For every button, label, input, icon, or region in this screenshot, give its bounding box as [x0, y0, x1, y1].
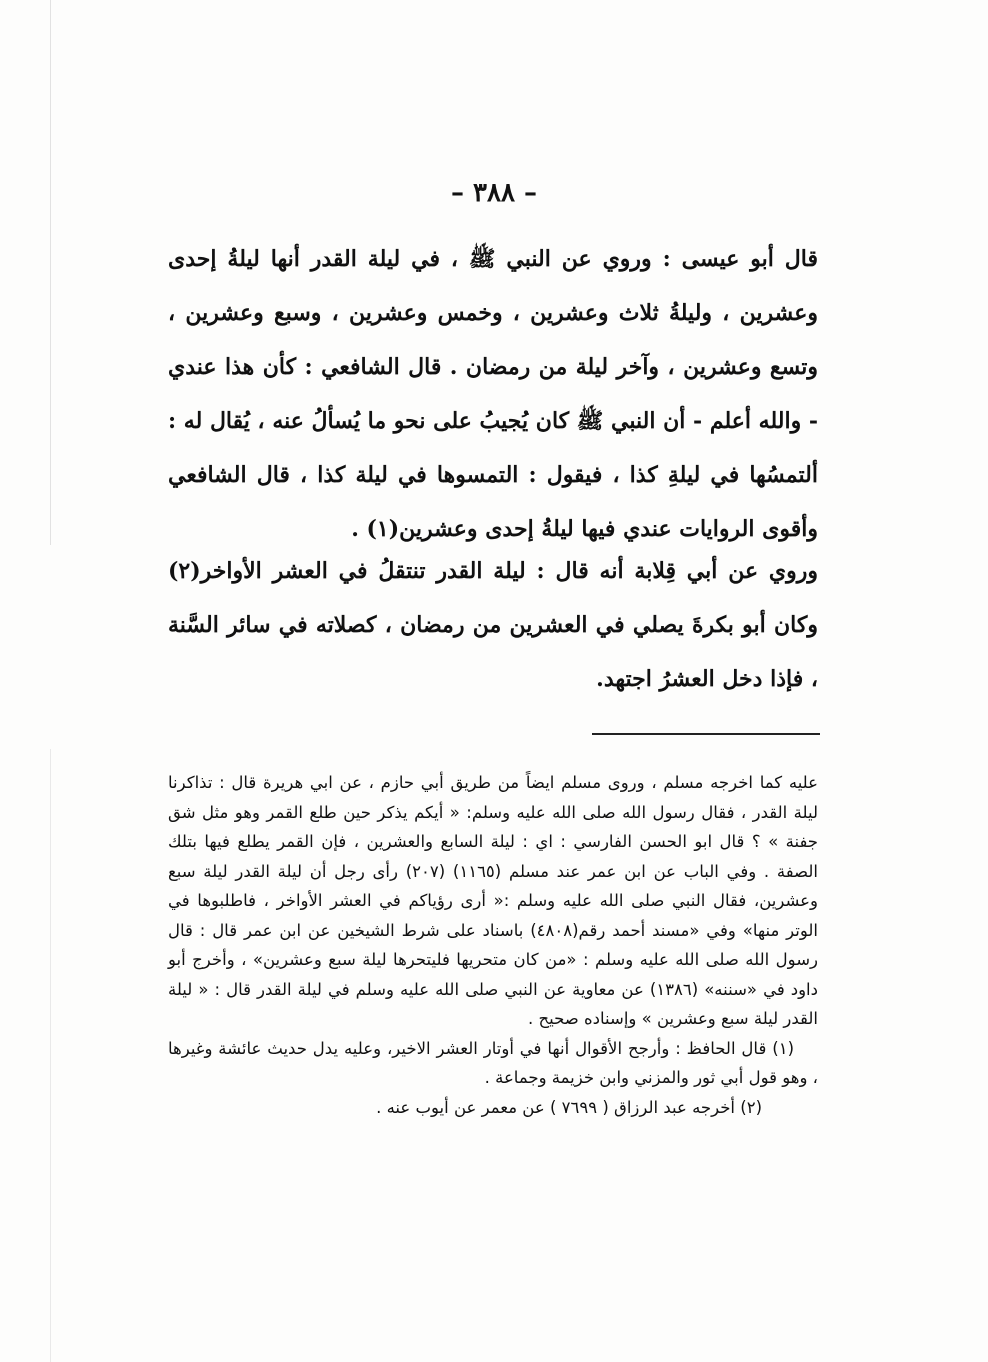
footnote-1: (١) قال الحافظ : وأرجح الأقوال أنها في أوتار العشر الاخير، وعليه يدل حديث عائشة وغيرها ، وهو قول أبي ثور والمزني وابن خزيمة وجماعة . [168, 1038, 818, 1087]
paragraph-text: وروي عن أبي قِلابة أنه قال : ليلة القدر تنتقلُ في العشر الأواخر(٢) وكان أبو بكرةَ يصلي في العشرين من رمضان ، كصلاته في سائر السَّنة ، فإذا دخل العشرُ اجتهد. [168, 558, 818, 692]
footnote-continuation: عليه كما اخرجه مسلم ، وروى مسلم ايضاً من طريق أبي حازم ، عن ابي هريرة قال : تذاكرنا ليلة القدر ، فقال رسول الله صلى الله عليه وسلم: « أيكم يذكر حين طلع القمر وهو مثل شق جفنة » ؟ قال ابو الحسن الفارسي : اي : ليلة السابع والعشرين ، فإن القمر يطلع فيها بتلك الصفة . وفي الباب عن ابن عمر عند مسلم (١١٦٥) (٢٠٧) رأى رجل أن ليلة القدر ليلة سبع وعشرين، فقال النبي صلى الله عليه وسلم :« أرى رؤياكم في العشر الأواخر ، فاطلبوها في الوتر منها» وفي «مسند أحمد رقم(٤٨٠٨) باسناد على شرط الشيخين عن ابن عمر قال : قال رسول الله صلى الله عليه وسلم : «من كان متحريها فليتحرها ليلة سبع وعشرين» ، وأخرج أبو داود في «سننه» (١٣٨٦) عن معاوية عن النبي صلى الله عليه وسلم في ليلة القدر قال : « ليلة القدر ليلة سبع وعشرين » وإسناده صحيح . [168, 773, 818, 1028]
body-paragraph-1 [168, 232, 818, 556]
body-paragraph-2 [168, 544, 818, 706]
footnotes-section [168, 768, 818, 1122]
page-number: – ٣٨٨ – [450, 178, 538, 208]
footnote-divider [592, 733, 820, 735]
paragraph-text: قال أبو عيسى : وروي عن النبي ﷺ ، في ليلة القدر أنها ليلةُ إحدى وعشرين ، وليلةُ ثلاث وعشرين ، وخمس وعشرين ، وسبع وعشرين ، وتسع وعشرين ، وآخر ليلة من رمضان . قال الشافعي : كأن هذا عندي - والله أعلم - أن النبي ﷺ كان يُجيبُ على نحو ما يُسألُ عنه ، يُقال له : ألتمسُها في ليلةِ كذا ، فيقول : التمسوها في ليلة كذا ، قال الشافعي وأقوى الروايات عندي فيها ليلةُ إحدى وعشرين(١) . [168, 246, 818, 542]
footnote-2: (٢) أخرجه عبد الرزاق ( ٧٦٩٩ ) عن معمر عن أيوب عنه . [376, 1097, 762, 1117]
